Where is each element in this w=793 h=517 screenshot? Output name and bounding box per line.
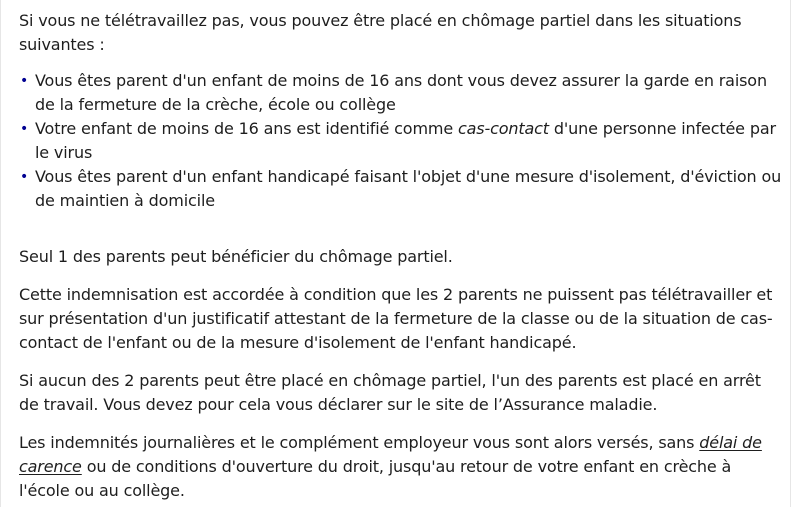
cas-contact-term: cas-contact bbox=[457, 119, 549, 138]
article-body bbox=[19, 9, 785, 517]
list-item-text: Vous êtes parent d'un enfant handicapé faisant l'objet d'une mesure d'isolement, d'éviction ou de maintien à domicile bbox=[35, 167, 782, 210]
list-item-text bbox=[35, 119, 776, 162]
bullet-icon: • bbox=[20, 169, 29, 185]
list-item bbox=[19, 69, 785, 117]
delai-de-carence-link[interactable]: délai de carence bbox=[19, 433, 762, 476]
indemnities-text-end: ou de conditions d'ouverture du droit, jusqu'au retour de votre enfant en crèche à l'école ou au collège. bbox=[19, 457, 732, 500]
one-parent-paragraph: Seul 1 des parents peut bénéficier du chômage partiel. bbox=[19, 247, 453, 266]
bullet-icon: • bbox=[20, 121, 29, 137]
bullet-icon: • bbox=[20, 73, 29, 89]
list-item bbox=[19, 117, 785, 165]
list-item-text-end: d'une personne infectée par le virus bbox=[35, 119, 776, 162]
list-item-text-start: Votre enfant de moins de 16 ans est identifié comme bbox=[35, 119, 458, 138]
intro-paragraph: Si vous ne télétravaillez pas, vous pouvez être placé en chômage partiel dans les situations suivantes : bbox=[19, 11, 742, 54]
condition-paragraph: Cette indemnisation est accordée à condition que les 2 parents ne puissent pas télétravailler et sur présentation d'un justificatif attestant de la fermeture de la classe ou de la situation de cas-contact de l'enfant ou de la mesure d'isolement de l'enfant handicapé. bbox=[19, 285, 773, 352]
indemnities-text-start: Les indemnités journalières et le complément employeur vous sont alors versés, sans bbox=[19, 433, 700, 452]
list-item bbox=[19, 165, 785, 213]
indemnities-paragraph bbox=[19, 431, 785, 503]
list-item-text: Vous êtes parent d'un enfant de moins de 16 ans dont vous devez assurer la garde en raison de la fermeture de la crèche, école ou collège bbox=[35, 71, 767, 114]
situations-list bbox=[19, 69, 785, 213]
sick-leave-paragraph: Si aucun des 2 parents peut être placé en chômage partiel, l'un des parents est placé en arrêt de travail. Vous devez pour cela vous déclarer sur le site de l’Assurance maladie. bbox=[19, 371, 761, 414]
